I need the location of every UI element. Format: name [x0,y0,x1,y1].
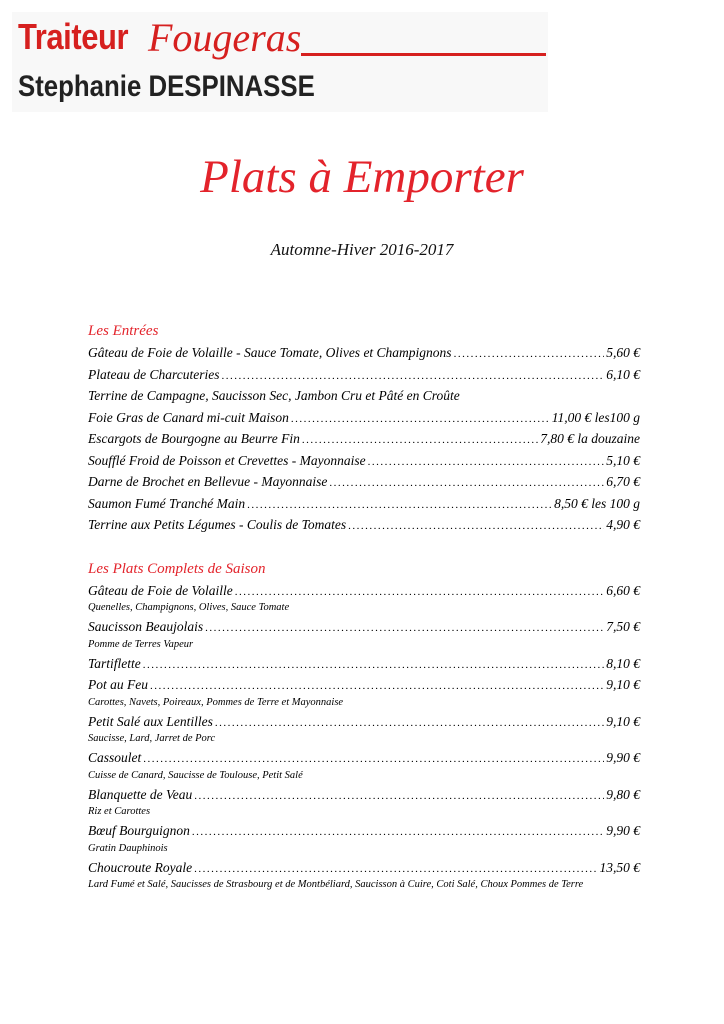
menu-item [88,471,640,493]
menu-item [88,407,640,429]
dot-leader [368,452,605,474]
menu-item [88,580,640,602]
item-price: 7,50 € [606,619,640,634]
item-name: Tartiflette [88,655,141,671]
page-title: Plats à Emporter [200,151,524,203]
item-description: Riz et Carottes [88,806,151,817]
dot-leader [205,618,604,640]
dot-leader [235,582,605,604]
item-price: 9,90 € [606,750,640,765]
item-name: Terrine aux Petits Légumes - Coulis de Tomates [88,517,347,532]
menu-item [88,385,640,407]
item-name: Petit Salé aux Lentilles [88,713,213,729]
dot-leader [215,713,604,735]
item-name: Escargots de Bourgogne au Beurre Fin [88,431,300,446]
section-heading: Les Entrées [88,323,159,339]
item-description: Cuisse de Canard, Saucisse de Toulouse, Petit Salé [88,769,303,781]
item-price: 8,10 € [606,655,640,671]
item-price: 5,10 € [606,452,640,468]
menu-item [88,428,640,450]
item-name: Choucroute Royale [88,859,193,875]
section-heading: Les Plats Complets de Saison [88,560,266,577]
item-name: Blanquette de Veau [88,786,193,802]
item-description: Carottes, Navets, Poireaux, Pommes de Terre et Mayonnaise [88,696,344,708]
menu-item [88,342,640,364]
item-name: Saucisson Beaujolais [88,619,204,634]
item-description: Lard Fumé et Salé, Saucisses de Strasbourg et de Montbéliard, Saucisson à Cuire, Coti Salé, Choux Pommes de Terre [88,879,584,890]
dot-leader [348,516,604,538]
brand-name-traiteur: Traiteur [18,16,129,57]
menu-content [88,320,640,893]
item-name: Gâteau de Foie de Volaille [88,582,233,598]
brand-underline [301,53,546,56]
dot-leader [291,409,550,431]
item-price: 9,10 € [606,677,640,692]
item-price: 5,60 € [606,345,640,360]
menu-item [88,820,640,842]
item-name: Cassoulet [88,750,142,765]
caterer-logo [12,12,548,112]
dot-leader [192,822,604,844]
brand-owner-name: Stephanie DESPINASSE [18,70,315,103]
item-price: 6,70 € [606,474,640,489]
item-name: Foie Gras de Canard mi-cuit Maison [88,409,289,425]
season-subtitle: Automne-Hiver 2016-2017 [270,240,454,259]
item-description: Pomme de Terres Vapeur [88,638,194,650]
dot-leader [302,430,538,452]
section-plats-complets [88,558,640,892]
menu-item [88,857,640,879]
item-price: 9,10 € [606,713,640,729]
item-name: Gâteau de Foie de Volaille - Sauce Tomate, Olives et Champignons [88,345,452,360]
item-name: Bœuf Bourguignon [88,823,190,838]
dot-leader [194,786,604,808]
item-description: Quenelles, Champignons, Olives, Sauce Tomate [88,602,290,613]
dot-leader [143,749,604,771]
item-price: 4,90 € [606,517,640,532]
menu-item [88,653,640,675]
item-price: 8,50 € les 100 g [554,495,640,511]
item-name: Pot au Feu [88,677,148,692]
menu-item [88,747,640,769]
dot-leader [221,366,604,388]
dot-leader [194,859,597,881]
dot-leader [454,344,605,366]
item-price: 11,00 € les100 g [551,409,640,425]
section-spacer [88,536,640,558]
item-price: 6,10 € [606,366,640,382]
dot-leader [247,495,552,517]
item-name: Saumon Fumé Tranché Main [88,495,246,511]
dot-leader [143,655,604,677]
dot-leader [329,473,604,495]
menu-item [88,493,640,515]
item-price: 9,90 € [606,823,640,838]
item-name: Darne de Brochet en Bellevue - Mayonnaise [88,474,328,489]
item-price: 7,80 € la douzaine [540,431,640,446]
item-name: Terrine de Campagne, Saucisson Sec, Jambon Cru et Pâté en Croûte [88,388,460,403]
item-name: Plateau de Charcuteries [88,366,220,382]
item-name: Soufflé Froid de Poisson et Crevettes - Mayonnaise [88,452,366,468]
dot-leader [150,676,604,698]
menu-item [88,616,640,638]
menu-item [88,450,640,472]
menu-item [88,711,640,733]
item-price: 13,50 € [599,859,640,875]
item-description: Gratin Dauphinois [88,842,168,854]
brand-name-fougeras: Fougeras [148,15,302,60]
item-price: 6,60 € [606,582,640,598]
menu-item [88,514,640,536]
item-description: Saucisse, Lard, Jarret de Porc [88,733,216,744]
menu-item [88,674,640,696]
menu-item [88,364,640,386]
item-price: 9,80 € [606,786,640,802]
section-entrees [88,320,640,536]
menu-item [88,784,640,806]
